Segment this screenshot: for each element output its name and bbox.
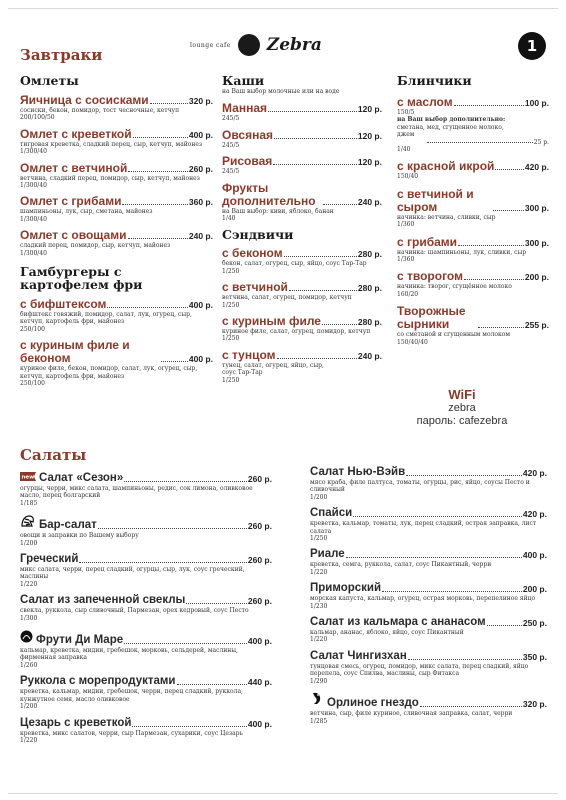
item-desc: ветчина, салат, огурец, помидор, кетчуп [222,294,352,302]
item-desc: креветка, семга, руккола, салат, соус Пикантный, черри [310,561,492,569]
item-price: 320 р. [522,699,547,710]
item-name: с ветчиной и сыром [397,186,474,214]
category-blinchiki: Блинчики [397,73,472,88]
item-name: Риале [310,548,345,561]
item-weight: 1/250 [222,376,240,384]
item-price: 420 р. [522,509,547,520]
item-name: Спайси [310,507,353,520]
item-price: 240 р. [357,350,382,361]
item-price: 260 р. [247,596,272,607]
item-weight: 245/5 [222,115,240,123]
kashi-subtitle: на Ваш выбор молочные или на воде [222,88,340,95]
menu-item [222,315,382,343]
extras-weight: 1/40 [397,146,411,154]
item-price: 260 р. [247,521,272,532]
item-weight: 160/20 [397,290,419,298]
item-desc: свекла, руккола, сыр сливочный, Пармезан, орех кедровый, соус Песто [20,607,249,615]
column-middle [222,74,382,384]
item-weight: 1/290 [310,677,328,685]
item-weight: 1/300 [20,614,38,622]
item-desc: морская капуста, кальмар, огурец, острая морковь, перепелиное яйцо [310,595,536,603]
menu-item [222,349,382,384]
item-price: 300 р. [524,237,549,248]
item-weight: 150/5 [397,109,415,116]
item-price: 440 р. [247,677,272,688]
menu-item [20,628,272,669]
item-weight: 1/200 [310,493,328,501]
item-weight: 1/230 [310,602,328,610]
page-number: 1 [518,32,546,60]
item-name: Омлет с овощами [20,228,127,243]
menu-item [222,247,382,275]
item-name: Овсяная [222,127,274,142]
item-price: 240 р. [188,231,213,242]
item-weight: 1/220 [20,580,38,588]
item-name: Омлет с грибами [20,194,122,209]
wifi-info [412,387,512,428]
item-weight: 1/250 [222,335,240,343]
item-name: Греческий [20,553,79,566]
item-desc: начинка: ветчина, сливки, сыр [397,213,496,221]
item-price: 260 р. [188,163,213,174]
item-name: Рисовая [222,154,273,169]
item-weight: 1/285 [310,717,328,725]
item-name: Салат Нью-Вэйв [310,466,406,478]
item-weight: 250/100 [20,380,45,388]
item-desc: микс салата, черри, перец сладкий, огурцы, сыр, лук, соус греческий, маслины [20,566,245,581]
menu-item [397,160,549,180]
item-name: Творожные сырники [397,304,466,332]
item-weight: 1/300/40 [20,249,47,257]
extras-price: 25 р. [533,138,549,146]
wifi-network: zebra [448,402,476,414]
item-desc: ветчина, сладкий перец, помидор, сыр, кетчуп, майонез [20,174,200,182]
item-weight: 1/360 [397,256,415,264]
breakfast-title: Завтраки [20,46,103,64]
wifi-title: WiFi [448,387,476,402]
item-price: 400 р. [188,129,213,140]
item-weight: 1/220 [310,568,328,576]
item-price: 120 р. [357,157,382,168]
item-weight: 1/185 [20,499,38,507]
menu-item [20,717,272,745]
item-desc: начинка: шампиньоны, лук, сливки, сыр [397,248,527,256]
menu-item [20,466,272,507]
menu-item [222,182,382,223]
item-name: Яичница с сосисками [20,93,149,107]
item-desc: тунцовая смесь, огурец, помидор, микс салата, перец сладкий, яйцо перепела, соус Спилва, маслины, сыр Фитакса [310,662,529,678]
item-price: 400 р. [188,300,213,311]
item-name: Омлет с креветкой [20,126,132,141]
item-name: с беконом [222,246,283,261]
item-price: 420 р. [522,468,547,478]
item-desc: шампиньоны, лук, сыр, сметана, майонез [20,208,153,216]
item-price: 400 р. [247,636,272,647]
item-price: 260 р. [247,555,272,566]
item-price: 400 р. [188,354,213,365]
item-price: 300 р. [524,202,549,213]
item-price: 320 р. [188,96,213,106]
item-weight: 1/220 [20,736,38,744]
item-price: 100 р. [524,98,549,108]
svg-text:new: new [21,474,35,481]
menu-item [20,229,213,257]
item-weight: 200/100/50 [20,114,55,122]
item-price: 120 р. [357,104,382,115]
bird-icon [310,691,324,710]
item-name: Салат Чингизхан [310,649,407,662]
item-name: с куриным филе и беконом [20,338,130,366]
menu-item [397,270,549,298]
menu-item [310,507,547,542]
menu-item [310,616,547,644]
zebra-icon [20,513,36,532]
item-price: 120 р. [357,130,382,141]
category-omlety: Омлеты [20,73,79,88]
item-weight: 245/5 [222,168,240,176]
category-kashi: Каши [222,73,265,88]
menu-item [20,94,213,122]
item-weight: 245/5 [222,141,240,149]
item-desc: куриное филе, бекон, помидор, салат, лук, огурец, сыр, кетчуп, картофель фри, майонез [20,365,198,380]
menu-item [397,305,549,346]
menu-item [310,691,547,725]
item-weight: 1/200 [20,539,38,547]
item-weight: 1/300/40 [20,215,47,223]
menu-item [20,195,213,223]
item-name: Манная [222,101,267,116]
item-name: с ветчиной [222,280,288,295]
item-desc: кальмар, ананас, яблоко, яйцо, соус Пикантный [310,629,464,637]
item-desc: кальмар, креветка, мидии, гребешок, морковь, сельдерей, маслины, фирменная заправка [20,647,238,662]
column-right [397,74,549,346]
item-name: с красной икрой [397,159,495,174]
item-weight: 150/40/40 [397,338,428,346]
item-name: Фрути Ди Маре [36,634,124,647]
logo [190,34,322,56]
menu-item [222,129,382,149]
zebra-icon [238,34,260,56]
salads-right-column [310,466,547,725]
item-price: 400 р. [247,718,272,729]
menu-item [20,128,213,156]
item-desc: со сметаной и сгущенным молоком [397,331,511,339]
item-price: 280 р. [357,249,382,260]
item-price: 400 р. [522,550,547,561]
item-price: 250 р. [522,618,547,629]
extras-title: на Ваш выбор дополнительно: [397,116,506,124]
salads-left-column [20,466,272,744]
item-weight: 1/250 [222,301,240,309]
item-desc: на Ваш выбор: киви, яблоко, банан [222,207,334,215]
item-name: с бифштексом [20,297,107,312]
logo-text: Zebra [266,35,322,55]
menu-item [20,162,213,190]
menu-item [397,188,549,229]
item-name: с маслом [397,95,453,109]
item-price: 260 р. [247,474,272,484]
item-name: Омлет с ветчиной [20,160,128,175]
item-price: 280 р. [357,283,382,294]
item-weight: 1/300/40 [20,182,47,190]
menu-item [20,594,272,622]
extras-desc: сметана, мед, сгущенное молоко, джем [397,123,504,139]
item-name: с творогом [397,269,463,284]
wifi-password: пароль: cafezebra [416,415,508,427]
menu-item [222,102,382,122]
item-price: 240 р. [357,196,382,207]
shell-icon [20,628,33,647]
item-weight: 1/360 [397,221,415,229]
item-desc: креветка, кальмар, томаты, лук, перец сладкий, острая заправка, лист салата [310,520,537,535]
item-desc: сладкий перец, помидор, сыр, кетчуп, майонез [20,242,171,250]
item-desc: бифштекс говяжий, помидор, салат, лук, огурец, сыр, кетчуп, картофель фри, майонез [20,311,192,326]
menu-item [20,553,272,588]
item-weight: 150/40 [397,173,419,181]
item-price: 200 р. [524,272,549,283]
item-price: 280 р. [357,317,382,328]
item-weight: 1/220 [310,636,328,644]
category-sandwiches: Сэндвичи [222,227,294,243]
item-name: Орлиное гнездо [327,697,419,710]
menu-item [222,155,382,175]
item-name: Приморский [310,582,382,595]
salads-title: Салаты [20,446,87,464]
new-badge-icon [20,466,36,485]
menu-item [222,281,382,309]
item-name: с грибами [397,234,458,249]
item-weight: 250/100 [20,325,45,333]
menu-item [20,298,213,333]
item-price: 350 р. [522,651,547,662]
item-weight: 1/40 [222,215,236,223]
item-desc: начинка: творог, сгущённое молоко [397,283,512,291]
menu-item [20,513,272,547]
menu-item [397,96,549,153]
category-burgers: Гамбургеры с картофелем фри [20,264,143,293]
item-desc: мясо краба, филе палтуса, томаты, огурцы, рис, яйцо, соусы Песто и сливочный [310,479,530,494]
item-name: с тунцом [222,347,276,362]
menu-item [310,466,547,501]
item-name: Салат из кальмара с ананасом [310,616,486,629]
item-price: 255 р. [524,320,549,331]
item-desc: огурцы, черри, микс салата, шампиньоны, редис, сок лимона, оливковое масло, перец болгарский [20,485,253,500]
menu-item [20,339,213,387]
item-desc: бекон, салат, огурец, сыр, яйцо, соус Тар-Тар [222,260,367,268]
item-weight: 1/250 [310,535,328,543]
item-desc: сосиски, бекон, помидор, тост чесночные, кетчуп [20,107,180,114]
item-name: Бар-салат [39,519,97,532]
item-desc: овощи и заправки по Вашему выбору [20,532,139,540]
item-price: 200 р. [522,584,547,595]
item-weight: 1/250 [222,267,240,275]
item-name: Салат «Сезон» [39,472,124,484]
item-weight: 1/260 [20,661,38,669]
item-weight: 1/300/40 [20,148,47,156]
item-price: 360 р. [188,197,213,208]
menu-item [397,236,549,264]
menu-item [310,650,547,685]
item-name: Руккола с морепродуктами [20,675,176,688]
item-name: Салат из запеченной свеклы [20,594,186,607]
item-desc: креветка, микс салатов, черри, сыр Пармезан, сухарики, соус Цезарь [20,729,243,737]
item-name: Цезарь с креветкой [20,716,132,729]
item-desc: куриное филе, салат, огурец, помидор, кетчуп [222,328,371,336]
item-desc: ветчина, сыр, филе куриное, сливочная заправка, салат, черри [310,710,513,718]
item-name: Фрукты дополнительно [222,180,316,208]
item-name: с куриным филе [222,314,321,329]
column-left [20,74,213,388]
menu-item [310,582,547,610]
item-desc: тунец, салат, огурец, яйцо, сыр, соус Тар-Тар [222,361,324,377]
item-desc: тигровая креветка, сладкий перец, сыр, кетчуп, майонез [20,140,203,148]
menu-item [310,548,547,576]
logo-subtitle: lounge cafe [190,41,231,49]
item-desc: креветка, кальмар, мидии, гребешок, черри, перец сладкий, руккола, кунжутное семя, масло оливковое [20,688,243,703]
menu-item [20,675,272,710]
item-price: 420 р. [524,162,549,173]
item-weight: 1/200 [20,703,38,711]
